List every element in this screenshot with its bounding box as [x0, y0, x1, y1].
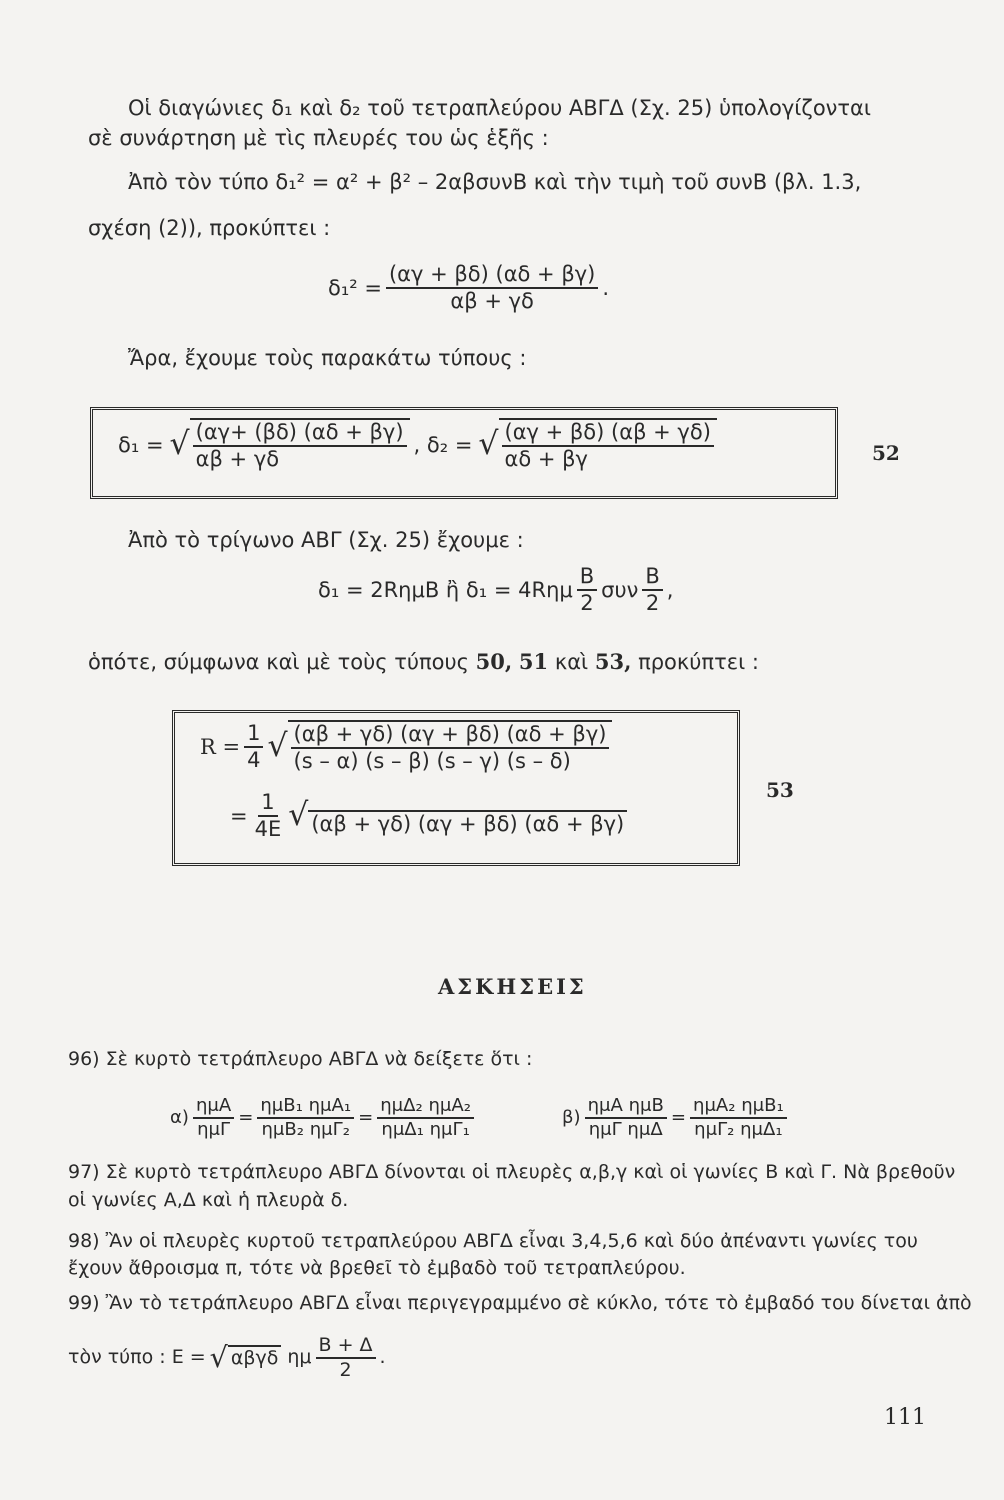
ex96-a-d3: ημΔ₁ ημΓ₁: [381, 1118, 470, 1140]
box53-n2: 1: [258, 790, 277, 817]
ex96-b-d1: ημΓ ημΔ: [588, 1118, 663, 1140]
formula-53-row1: [200, 720, 616, 774]
equals-sign: =: [238, 1106, 254, 1128]
eq-trig-b: συν: [601, 577, 639, 602]
ex96-b-n2: ημΑ₂ ημΒ₁: [690, 1095, 787, 1119]
ex99-fn: Β + Δ: [316, 1334, 376, 1359]
sqrt-icon: √: [169, 426, 190, 463]
equation-delta1-squared: [328, 262, 609, 314]
formula-number-52: 52: [872, 441, 900, 465]
equation-triangle: [318, 564, 673, 616]
ex96-a-d1: ημΓ: [197, 1118, 231, 1140]
formula-52-content: [118, 418, 721, 472]
ex99-end: .: [379, 1346, 386, 1369]
line-ara: Ἄρα, ἔχουμε τοὺς παρακάτω τύπους :: [128, 346, 527, 370]
equals-sign: =: [670, 1106, 686, 1128]
box53-d1: 4: [247, 748, 261, 773]
exercise-97-line1: 97) Σὲ κυρτὸ τετράπλευρο ΑΒΓΔ δίνονται οἱ πλευρὲς α,β,γ καὶ οἱ γωνίες Β καὶ Γ. Νὰ βρεθοῦν: [68, 1161, 956, 1183]
box53-d2: 4Ε: [254, 817, 282, 842]
ex99-rad: αβγδ: [228, 1345, 282, 1370]
ex96-a-label: α): [170, 1106, 189, 1128]
ex96-a-n3: ημΔ₂ ημΑ₂: [377, 1095, 474, 1119]
exercise-99-line1: 99) Ἂν τὸ τετράπλευρο ΑΒΓΔ εἶναι περιγεγραμμένο σὲ κύκλο, τότε τὸ ἐμβαδό του δίνεται ἀπὸ: [68, 1292, 972, 1314]
para1-line4: σχέση (2)), προκύπτει :: [88, 216, 331, 240]
box53-frac-4E: [252, 790, 285, 842]
formula-53-row2: [230, 790, 627, 842]
para1-line3: Ἀπὸ τὸν τύπο δ₁² = α² + β² – 2αβσυνΒ καὶ τὴν τιμὴ τοῦ συνΒ (βλ. 1.3,: [128, 170, 862, 194]
line-opote: [88, 649, 759, 675]
box52-den1: αβ + γδ: [195, 447, 280, 472]
opote-n53: 53,: [594, 649, 632, 674]
ex96-b-d2: ημΓ₂ ημΔ₁: [694, 1118, 783, 1140]
ex96-a-frac3: [377, 1095, 474, 1140]
ex96-a-frac2: [257, 1095, 354, 1140]
sqrt-icon: √: [478, 426, 499, 463]
sqrt-icon: √: [267, 728, 288, 765]
box53-n1: 1: [244, 721, 263, 748]
sqrt-icon: √: [288, 797, 309, 834]
opote-n51: 51: [518, 649, 549, 674]
box53-eq: =: [230, 803, 248, 828]
ex99-frac: [316, 1334, 376, 1382]
exercise-96-part-b: [562, 1095, 791, 1140]
box52-num1: (αγ+ (βδ) (αδ + βγ): [193, 420, 407, 447]
page-number: 111: [884, 1405, 926, 1430]
box53-r: R =: [200, 734, 241, 759]
ex99-fd: 2: [339, 1358, 352, 1381]
ex99-l2a: τὸν τύπο : Ε =: [68, 1346, 206, 1369]
para1-line1: Οἱ διαγώνιες δ₁ καὶ δ₂ τοῦ τετραπλεύρου ΑΒΓΔ (Σχ. 25) ὑπολογίζονται: [128, 96, 871, 120]
box52-num2: (αγ + βδ) (αβ + γδ): [502, 420, 714, 447]
exercise-97-line2: οἱ γωνίες Α,Δ καὶ ἡ πλευρὰ δ.: [68, 1189, 349, 1211]
exercise-96-part-a: [170, 1095, 478, 1140]
ex96-a-n1: ημΑ: [193, 1095, 234, 1119]
para1-line2: σὲ συνάρτηση μὲ τὶς πλευρές του ὡς ἑξῆς :: [88, 126, 549, 150]
ex96-b-label: β): [562, 1106, 581, 1128]
eq-trig-end: ,: [666, 577, 674, 602]
ex96-b-n1: ημΑ ημΒ: [585, 1095, 667, 1119]
ex96-a-frac1: [193, 1095, 234, 1140]
exercises-heading: ΑΣΚΗΣΕΙΣ: [438, 974, 587, 999]
eq-trig-frac1-num: Β: [577, 564, 597, 591]
opote-n50: 50,: [475, 649, 513, 674]
exercise-96-text: 96) Σὲ κυρτὸ τετράπλευρο ΑΒΓΔ νὰ δείξετε ὅτι :: [68, 1048, 533, 1070]
box52-d1: δ₁ =: [118, 432, 164, 457]
eq-trig-a: δ₁ = 2RημΒ ἢ δ₁ = 4Rημ: [318, 577, 573, 602]
exercise-99-line2: [68, 1334, 386, 1382]
box52-frac2: [499, 418, 717, 472]
exercise-98-line2: ἔχουν ἄθροισμα π, τότε νὰ βρεθεῖ τὸ ἐμβαδὸ τοῦ τετραπλεύρου.: [68, 1257, 686, 1279]
eq-trig-frac2: [642, 564, 662, 616]
eq-trig-frac2-num: Β: [642, 564, 662, 591]
box53-rad2: (αβ + γδ) (αγ + βδ) (αδ + βγ): [308, 810, 627, 837]
opote-t2: προκύπτει :: [638, 650, 759, 674]
eq1-denominator: αβ + γδ: [450, 289, 534, 314]
equals-sign: =: [358, 1106, 374, 1128]
ex99-em: ημ: [287, 1346, 312, 1369]
box52-den2: αδ + βγ: [504, 447, 588, 472]
opote-kai: καὶ: [554, 650, 589, 674]
opote-t1: ὁπότε, σύμφωνα καὶ μὲ τοὺς τύπους: [88, 650, 469, 674]
box53-radd: (s – α) (s – β) (s – γ) (s – δ): [293, 749, 571, 774]
formula-number-53: 53: [766, 778, 794, 802]
eq1-fraction: [386, 262, 598, 314]
exercise-98-line1: 98) Ἂν οἱ πλευρὲς κυρτοῦ τετραπλεύρου ΑΒΓΔ εἶναι 3,4,5,6 καὶ δύο ἀπέναντι γωνίες του: [68, 1230, 918, 1252]
eq1-end: .: [602, 275, 610, 300]
ex96-b-frac1: [585, 1095, 667, 1140]
box52-d2: , δ₂ =: [413, 432, 473, 457]
line-trigono: Ἀπὸ τὸ τρίγωνο ΑΒΓ (Σχ. 25) ἔχουμε :: [128, 528, 524, 552]
box53-radn: (αβ + γδ) (αγ + βδ) (αδ + βγ): [291, 722, 610, 749]
eq-trig-frac2-den: 2: [645, 591, 660, 616]
box52-frac1: [190, 418, 410, 472]
eq-trig-frac1: [577, 564, 597, 616]
sqrt-icon: √: [209, 1340, 228, 1374]
eq1-numerator: (αγ + βδ) (αδ + βγ): [386, 262, 598, 289]
ex96-a-n2: ημΒ₁ ημΑ₁: [257, 1095, 354, 1119]
box53-frac-quarter: [244, 721, 263, 773]
ex96-b-frac2: [690, 1095, 787, 1140]
eq1-lhs: δ₁² =: [328, 275, 382, 300]
eq-trig-frac1-den: 2: [580, 591, 594, 616]
box53-radicand-frac: [288, 720, 613, 774]
ex96-a-d2: ημΒ₂ ημΓ₂: [261, 1118, 350, 1140]
